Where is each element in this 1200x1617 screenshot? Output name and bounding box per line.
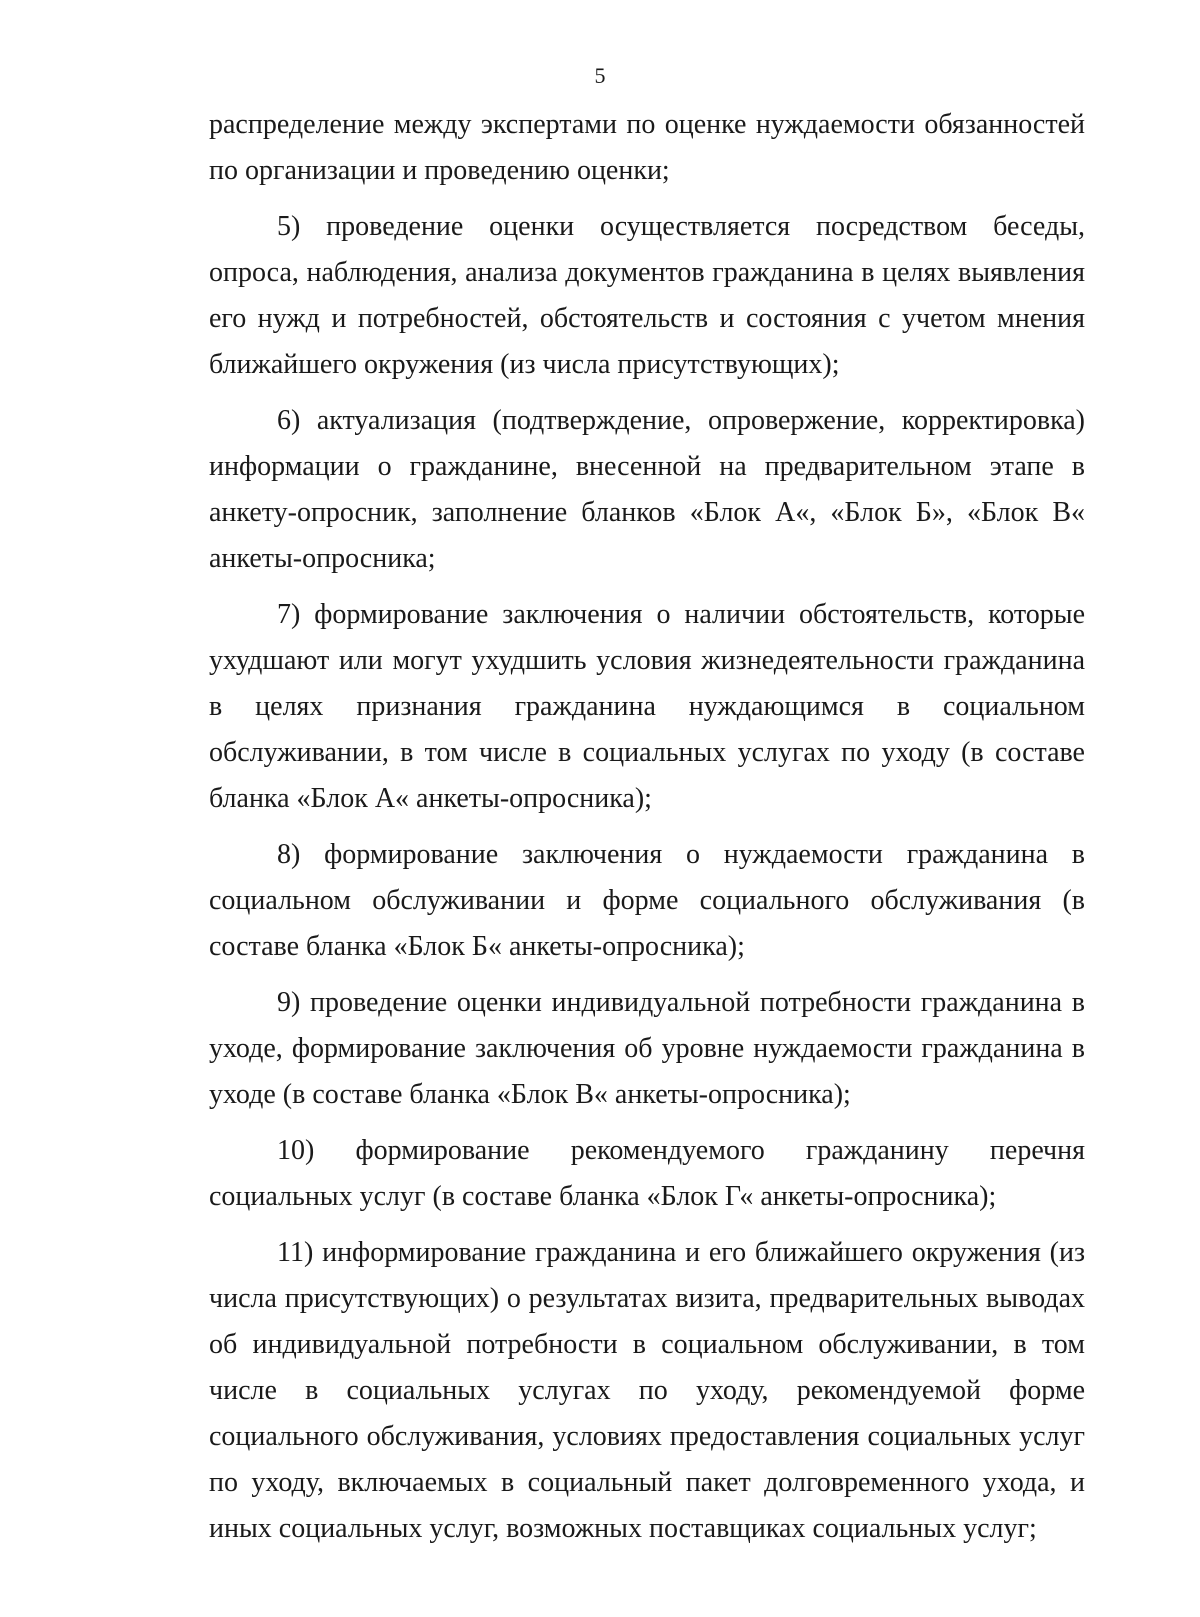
list-item-10: 10) формирование рекомендуемого гражданину перечня социальных услуг (в составе бланка «Блок Г« анкеты-опросника); <box>209 1135 1085 1212</box>
list-item-6: 6) актуализация (подтверждение, опровержение, корректировка) информации о гражданине, внесенной на предварительном этапе в анкету-опросник, заполнение бланков «Блок А«, «Блок Б», «Блок В« анкеты-опросника; <box>209 405 1085 574</box>
list-item-5: 5) проведение оценки осуществляется посредством беседы, опроса, наблюдения, анализа документов гражданина в целях выявления его нужд и потребностей, обстоятельств и состояния с учетом мнения ближайшего окружения (из числа присутствующих); <box>209 211 1085 380</box>
document-body <box>209 102 1085 1552</box>
list-item-9: 9) проведение оценки индивидуальной потребности гражданина в уходе, формирование заключения об уровне нуждаемости гражданина в уходе (в составе бланка «Блок В« анкеты-опросника); <box>209 987 1085 1110</box>
paragraph-continuation: распределение между экспертами по оценке нуждаемости обязанностей по организации и проведению оценки; <box>209 109 1085 186</box>
page-number: 5 <box>594 63 606 88</box>
list-item-11: 11) информирование гражданина и его ближайшего окружения (из числа присутствующих) о результатах визита, предварительных выводах об индивидуальной потребности в социальном обслуживании, в том числе в социальных услугах по уходу, рекомендуемой форме социального обслуживания, условиях предоставления социальных услуг по уходу, включаемых в социальный пакет долговременного ухода, и иных социальных услуг, возможных поставщиках социальных услуг; <box>209 1237 1085 1544</box>
list-item-8: 8) формирование заключения о нуждаемости гражданина в социальном обслуживании и форме социального обслуживания (в составе бланка «Блок Б« анкеты-опросника); <box>209 839 1085 962</box>
list-item-7: 7) формирование заключения о наличии обстоятельств, которые ухудшают или могут ухудшить условия жизнедеятельности гражданина в целях признания гражданина нуждающимся в социальном обслуживании, в том числе в социальных услугах по уходу (в составе бланка «Блок А« анкеты-опросника); <box>209 599 1085 814</box>
